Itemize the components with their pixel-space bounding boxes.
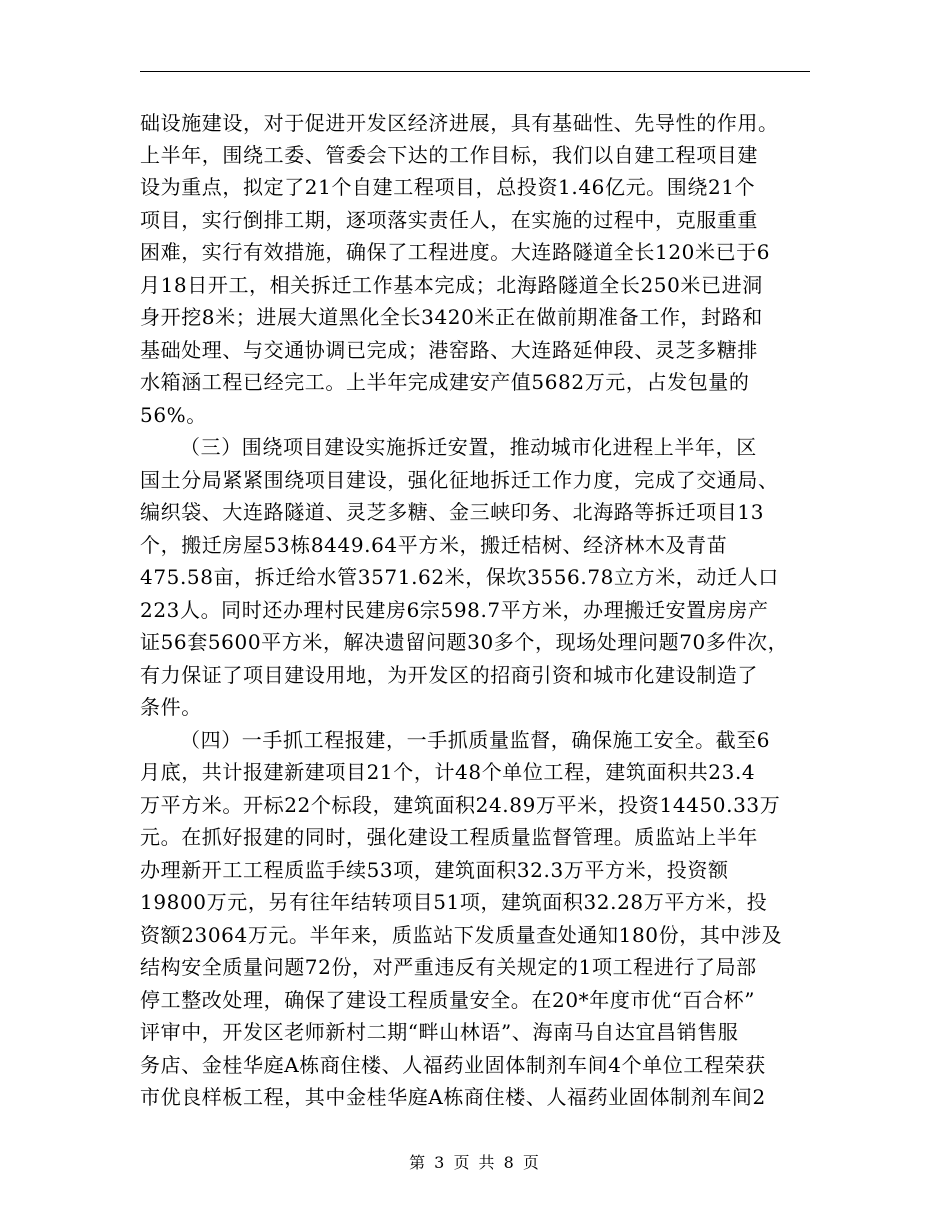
text-line: （四）一手抓工程报建，一手抓质量监督，确保施工安全。截至6 <box>180 728 771 752</box>
text-line: 个，搬迁房屋53栋8449.64平方米，搬迁桔树、经济林木及青苗 <box>140 533 728 557</box>
text-line: 基础处理、与交通协调已完成；港窑路、大连路延伸段、灵芝多糖排 <box>140 338 758 362</box>
text-line: 条件。 <box>140 695 202 719</box>
text-line: 停工整改处理，确保了建设工程质量安全。在20*年度市优“百合杯” <box>140 988 756 1012</box>
text-line: 19800万元，另有往年结转项目51项，建筑面积32.28万平方米，投 <box>140 890 768 914</box>
text-line: 元。在抓好报建的同时，强化建设工程质量监督管理。质监站上半年 <box>140 825 758 849</box>
text-line: 56%。 <box>140 403 207 427</box>
text-line: （三）围绕项目建设实施拆迁安置，推动城市化进程上半年，区 <box>180 435 757 459</box>
text-line: 务店、金桂华庭A栋商住楼、人福药业固体制剂车间4个单位工程荣获 <box>140 1053 766 1077</box>
text-line: 证56套5600平方米，解决遗留问题30多个，现场处理问题70多件次， <box>140 630 789 654</box>
text-line: 础设施建设，对于促进开发区经济进展，具有基础性、先导性的作用。 <box>140 111 779 135</box>
text-line: 项目，实行倒排工期，逐项落实责任人，在实施的过程中，克服重重 <box>140 208 758 232</box>
header-rule <box>140 71 810 72</box>
text-line: 编织袋、大连路隧道、灵芝多糖、金三峡印务、北海路等拆迁项目13 <box>140 500 765 524</box>
text-line: 设为重点，拟定了21个自建工程项目，总投资1.46亿元。围绕21个 <box>140 175 756 199</box>
text-line: 223人。同时还办理村民建房6宗598.7平方米，办理搬迁安置房房产 <box>140 598 769 622</box>
text-line: 475.58亩，拆迁给水管3571.62米，保坎3556.78立方米，动迁人口 <box>140 565 779 589</box>
text-line: 月18日开工，相关拆迁工作基本完成；北海路隧道全长250米已进洞 <box>140 273 763 297</box>
text-line: 国土分局紧紧围绕项目建设，强化征地拆迁工作力度，完成了交通局、 <box>140 468 779 492</box>
text-line: 资额23064万元。半年来，质监站下发质量查处通知180份，其中涉及 <box>140 923 783 947</box>
text-line: 水箱涵工程已经完工。上半年完成建安产值5682万元，占发包量的 <box>140 370 750 394</box>
text-line: 办理新开工工程质监手续53项，建筑面积32.3万平方米，投资额 <box>140 858 729 882</box>
text-line: 困难，实行有效措施，确保了工程进度。大连路隧道全长120米已于6 <box>140 240 771 264</box>
text-line: 月底，共计报建新建项目21个，计48个单位工程，建筑面积共23.4 <box>140 760 756 784</box>
page-number-footer: 第 3 页 共 8 页 <box>409 1153 541 1172</box>
text-line: 评审中，开发区老师新村二期“畔山林语”、海南马自达宜昌销售服 <box>140 1020 739 1044</box>
text-line: 结构安全质量问题72份，对严重违反有关规定的1项工程进行了局部 <box>140 955 757 979</box>
text-line: 上半年，围绕工委、管委会下达的工作目标，我们以自建工程项目建 <box>140 143 758 167</box>
text-line: 有力保证了项目建设用地，为开发区的招商引资和城市化建设制造了 <box>140 663 758 687</box>
text-line: 市优良样板工程，其中金桂华庭A栋商住楼、人福药业固体制剂车间2 <box>140 1085 766 1109</box>
text-line: 万平方米。开标22个标段，建筑面积24.89万平米，投资14450.33万 <box>140 793 781 817</box>
text-line: 身开挖8米；进展大道黑化全长3420米正在做前期准备工作，封路和 <box>140 305 763 329</box>
